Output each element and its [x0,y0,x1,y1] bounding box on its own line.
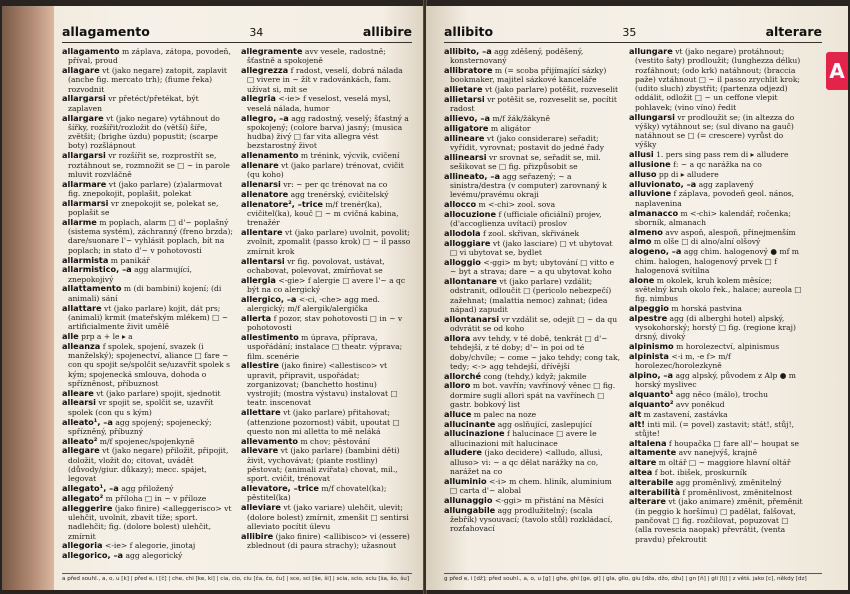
left-columns [62,46,412,561]
entry-headword: alterabilità [629,486,681,497]
entry-headword: alle [62,330,79,341]
entry-headword: allattamento [62,283,122,294]
entry-headword: alleato¹, –a [62,416,113,427]
right-pronunciation-footer: g před e, i [dž]; před souhl., a, o, u [g] | ghe, ghi [ge, gi] | gla, glio, giu [dža, džo, džu] | gn [ň] | gli [lj] | z větš. jako [c], někdy [dz] [444,573,822,582]
entry-definition: agg radostný, veselý; šťastný a spokojený; (colore barva) jasný; (musica hudba) živý □ far vita allegra vést bezstarostný život [247,113,409,151]
entry-headword: allibire [241,530,274,541]
entry-definition: <-ci, -che> agg med. alergický; m/f alergik/alergička [247,294,380,314]
entry-headword: allentarsi [241,255,285,266]
entry-headword: alterare [629,496,666,507]
entry-definition: vt (jako negare) přiložit, připojit, doložit, vložit do; citovat, uvádět (důvody/giur. důkazy); mecc. spájet, legovat [68,446,229,484]
entry-headword: allora [444,332,471,343]
entry-definition: vt (jako variare) ulehčit, ulevit; (dolore bolest) zmírnit, zmenšit □ sentirsi alleviato pocítit úlevu [247,503,409,531]
entry-definition: m okolek, kruh kolem měsíce; světelný kruh okolo řek., halace; aureola □ fig. nimbus [635,275,802,304]
entry-headword: alleanza [62,340,101,351]
dictionary-entry [629,420,806,439]
dictionary-entry [629,276,806,304]
dictionary-entry [62,504,233,541]
dictionary-entry [629,352,806,371]
entry-definition: f: ~ a qc narážka na co [673,160,762,170]
dictionary-entry [444,334,621,371]
left-guide-word-last: allibire [362,24,412,39]
entry-headword: alpeggio [629,303,669,314]
entry-definition: vt (jako negare) vytáhnout do šířky, rozšířit/rozložit do (větší) šíře, zvětšit; (brighe úzdu) popustit; (scarpe boty) rozšlápnout [68,113,220,151]
entry-headword: allunaggio [444,494,493,505]
entry-definition: f houpačka □ fare all'~ houpat se [668,438,799,448]
entry-headword: allarmista [62,254,109,265]
entry-headword: allergico, –a [241,293,297,304]
entry-headword: allarmarsi [62,197,109,208]
entry-definition: m panikář [110,255,150,265]
dictionary-entry [444,210,621,229]
entry-definition: f halucinace □ avere le allucinazioni mít halucinace [450,429,597,448]
entry-headword: allargarsi [62,150,106,161]
entry-headword: alquanto² [629,398,674,409]
entry-headword: alludere [444,447,482,458]
dictionary-entry [444,372,621,381]
dictionary-entry [62,180,233,199]
entry-definition: <-i m, -e f> m/f horolezec/horolezkyně [635,352,731,371]
entry-definition: m poplach, alarm □ d'~ poplašný (sistema systém), záchranný (freno brzda); dare/suonare l'~ vyhlásit poplach, bít na poplach; in stato d'~ v pohotovosti [68,217,233,255]
dictionary-entry [444,315,621,334]
entry-headword: allucinante [444,418,496,429]
entry-headword: almanacco [629,207,679,218]
entry-definition: m olše □ di alno/alní olšový [653,237,761,247]
entry-definition: vr fig. povolovat, ustávat, ochabovat, polevovat, zmírňovat se [247,256,385,275]
dictionary-entry [629,410,806,419]
entry-headword: allenatore [241,188,289,199]
entry-headword: altea [629,467,653,478]
entry-headword: allegato¹, –a [62,483,119,494]
dictionary-entry [629,209,806,228]
dictionary-entry [241,503,412,531]
dictionary-entry [241,532,412,551]
entry-headword: allodola [444,228,481,239]
entry-definition: (jako decidere) <alludo, allusi, alluso> vi: ~ a qc dělat narážky na co, narážet na co [450,448,603,477]
entry-definition: agg chim. halogenový ● mf m chim. halogen, halogenový prvek □ f halogenová svítilna [635,247,799,275]
entry-headword: allergia [241,274,276,285]
left-page-header [62,12,412,43]
dictionary-entry [62,418,233,437]
entry-definition: m/f trenér(ka), cvičitel(ka), kouč □ ~ m cvičná kabina, trenažér [247,199,399,228]
entry-definition: vt (jako animare) změnit, přeměnit (in peggio k horšímu) □ padělat, falšovat, pančovat □ fig. rozčilovat, popuzovat □ (alla rovescia naopak) převrátit, (venta pravdu) překroutit [635,497,803,544]
dictionary-entry [629,189,806,208]
entry-definition: avv nanejvýš, krajně [678,448,758,458]
entry-headword: altamente [629,447,677,458]
entry-definition: f zool. skřivan, skřivánek [483,229,580,239]
entry-headword: allarme [62,216,97,227]
entry-headword: allibito, –a [444,46,492,56]
dictionary-entry [444,95,621,114]
dictionary-entry [241,295,412,314]
entry-headword: allocco [444,199,477,210]
entry-definition: agg prodlužitelný; (scala žebřík) vysouvací; (tavolo stůl) rozkládací, rozťahovací [450,505,613,534]
dictionary-entry [629,497,806,543]
entry-headword: allegria [241,93,276,104]
entry-definition: f záplava, povodeň geol. nános, naplavenina [635,189,795,208]
entry-definition: vr vzdálit se, odejít □ ~ da qu odvrátit se od koho [450,314,618,334]
entry-headword: alpinista [629,351,669,361]
entry-definition: m úprava, příprava, uspořádání; instalace □ theatr. výprava; film. scenérie [247,332,403,361]
entry-definition: <-i> m chem. hliník, aluminium □ carta d'~ alobal [450,476,612,496]
entry-headword: alquanto¹ [629,389,674,400]
entry-headword: allestimento [241,331,299,342]
dictionary-entry [62,551,233,560]
dictionary-entry [62,265,233,284]
entry-headword: alleggerire [62,502,113,513]
entry-headword: allevatore, –trice [241,483,319,494]
dictionary-entry [241,361,412,407]
dictionary-entry [62,94,233,113]
left-column-1 [62,46,233,561]
entry-definition: (jako finire) <alleggerisco> vt ulehčit, uvolnit, zbavit tíže; sport. nadlehčit; fig. (dolore bolest) ulehčit, zmírnit [68,503,232,541]
left-page [2,6,424,590]
dictionary-entry [62,218,233,255]
entry-headword: alleare [62,387,94,398]
entry-headword: almo [629,236,652,247]
entry-definition: f pozor, stav pohotovosti □ in ~ v pohotovosti [247,313,403,333]
entry-headword: allietare [444,84,483,95]
entry-definition: vr přetéct/přetékat, být zaplaven [68,94,199,113]
entry-headword: allegato² [62,492,104,503]
dictionary-entry [241,408,412,436]
entry-definition: m <-chi> kalendář, ročenka; sborník, almanach [635,208,791,227]
entry-headword: allenare [241,160,279,171]
entry-headword: allarmistico, –a [62,264,132,275]
dictionary-entry [241,333,412,361]
entry-definition: vt (jako negare) zatopit, zaplavit (anche fig. mercato trh); (fiume řeka) rozvodnit [68,66,227,94]
entry-headword: alloro [444,380,471,391]
entry-headword: allegoria [62,540,103,551]
entry-definition: vt (jako parlare) (z)alarmovat fig. znepokojit, poplašit, polekat [68,179,223,198]
entry-definition: inti mil. (= povel) zastavit; stát!, stůj!, stůjte! [635,419,795,438]
dictionary-entry [62,199,233,218]
entry-definition: m (= scoba přijímající sázky) bookmaker, majitel sázkové kanceláře [450,66,607,85]
entry-headword: allinearsi [444,151,487,162]
dictionary-entry [444,429,621,448]
dictionary-entry [241,47,412,66]
entry-headword: allibratore [444,65,493,76]
entry-definition: avv aspoň, alespoň, přinejmenším [665,227,796,237]
entry-headword: allerta [241,312,272,323]
letter-index-tab: A [826,52,848,90]
dictionary-entry [629,400,806,409]
entry-definition: vr spojit se, spolčit se, uzavřít spolek (con qu s kým) [68,398,214,417]
entry-headword: alone [629,274,655,285]
entry-definition: cong (tehdy,) když; jakmile [483,371,587,381]
entry-definition: agg alpský, původem z Alp ● m horský myslivec [635,371,796,390]
entry-definition: agg zděšený, poděšený, konsternovaný [450,47,584,66]
entry-headword: allegrezza [241,65,289,76]
dictionary-entry [241,257,412,276]
entry-definition: avv poněkud [675,399,725,409]
entry-definition: vt (jako parlare) vzdálit; odstranit, odloučit □ (pericolo nebezpečí) zažehnat; (malattia nemoc) zahnat; (idea nápad) zapudit [450,277,612,315]
entry-definition: <-ggi> m byt; ubytování □ vitto e ~ byt a strava; dare ~ a qu ubytovat koho [450,258,615,277]
entry-headword: alpinismo [629,341,674,352]
entry-headword: allungabile [444,504,496,515]
dictionary-entry [629,47,806,112]
entry-definition: m příloha □ in ~ v příloze [105,493,207,503]
entry-headword: allungare [629,46,673,56]
entry-headword: allineare [444,132,485,143]
entry-definition: <-ie> f veselost, veselá mysl, veselá nálada, humor [247,94,391,113]
entry-headword: almeno [629,226,663,237]
entry-headword: alterabile [629,476,674,487]
entry-definition: avv tehdy, v té době, tenkrát □ d'~ tehdejší, z té doby; d'~ in poi od té doby/chvíle; ~ come ~ jako tehdy; cong tak, tedy; <-> agg tehdejší, dřívější [450,333,620,371]
entry-headword: allagamento [62,46,120,56]
entry-definition: agg proměnlivý, změnitelný [675,477,782,487]
dictionary-entry [241,94,412,113]
entry-headword: allusi [629,149,654,160]
entry-definition: m zastavení, zastávka [643,409,728,419]
entry-definition: vt (jako lasciare) □ vt ubytovat □ vi ubytovat se, bydlet [450,238,613,258]
dictionary-entry [444,258,621,277]
entry-definition: vt (jako parlare) trénovat, cvičit (qu koho) [247,161,404,180]
entry-definition: vt (jako parlare) potěšit, rozveselit [484,85,619,95]
entry-headword: allontanarsi [444,313,500,324]
dictionary-entry [444,506,621,534]
entry-definition: agg zaplavený [698,179,754,189]
dictionary-entry [62,47,233,66]
right-guide-word-first: allibito [444,24,494,39]
dictionary-entry [241,446,412,483]
dictionary-entry [62,114,233,151]
entry-headword: allarmare [62,178,107,189]
entry-headword: allievo, –a [444,113,491,124]
dictionary-entry [444,66,621,85]
entry-definition: vt (jako parlare) uvolnit, povolit; zvolnit, zpomalit (passo krok) □ ~ il passo zmírnit krok [247,228,411,256]
dictionary-entry [241,200,412,228]
entry-definition: 1. pers sing pass rem di ▸ alludere [656,150,789,160]
entry-headword: allenamento [241,150,299,161]
entry-definition: <-ie> f alegorie, jinotaj [104,541,196,551]
dictionary-entry [241,114,412,151]
entry-definition: agg přiložený [121,484,174,494]
entry-definition: (jako finire) <allibisco> vi (essere) zblednout (di paura strachy); užasnout [247,531,410,550]
entry-definition: vt (jako negare) protáhnout; (vestito šaty) prodloužit; (lunghezza délku) rozťáhnout; (odo krk) natáhnout; (braccia paže) vztáhnout □ ~ il passo zrychlit krok; (udito sluch) zbystřit; (partenza odjezd) oddálit, odložit □ ~ un ceffone vlepit pohlavek; (vino víno) ředit [635,47,801,112]
entry-headword: alleviare [241,502,281,513]
dictionary-entry [241,161,412,180]
entry-definition: m palec na noze [473,409,537,419]
entry-headword: altare [629,457,657,468]
dictionary-entry [444,153,621,172]
entry-definition: agg seřazený; ~ a sinistra/destra (v computer) zarovnaný k levému/pravému okraji [450,171,607,200]
entry-definition: vr znepokojit se, polekat se, poplašit se [68,198,219,218]
right-column-1 [444,47,621,552]
entry-definition: (jako finire) <allestisco> vt upravit, připravit, uspořádat; zorganizovat; (banchetto hostinu) vystrojit; (mostra výstavu) instalovat □ teatr. inscenovat [247,361,398,408]
entry-headword: altalena [629,437,667,448]
dictionary-entry [629,458,806,467]
dictionary-entry [444,134,621,153]
entry-headword: allattare [62,302,102,313]
entry-definition: agg oslňující, zaslepující [497,419,592,429]
entry-definition: m/f chovatel(ka); pěstitel(ka) [247,484,387,503]
entry-headword: alleato² [62,435,98,446]
entry-definition: vr srovnat se, seřadit se, mil. sešikovat se □ fig. přizpůsobit se [450,152,601,172]
entry-definition: vr potěšit se, rozveselit se, pocítit radost [450,94,617,114]
entry-definition: avv vesele, radostně; šťastně a spokojeně [247,47,386,66]
entry-headword: allestire [241,360,279,371]
entry-definition: agg alegorický [125,551,183,561]
entry-headword: allargare [62,112,104,123]
entry-definition: <-ggi> m přistání na Měsíci [494,495,604,505]
right-column-2 [629,47,822,552]
dictionary-entry [62,398,233,417]
entry-definition: vr prodloužit se; (in altezza do výšky) vytáhnout se; (sul divano na gauč) natáhnout se □ (= crescere) vyrůst do výšky [635,112,795,150]
entry-headword: alluvione [629,188,672,199]
entry-headword: alligatore [444,122,489,133]
dictionary-entry [241,484,412,503]
left-column-2 [241,47,412,552]
entry-headword: allagare [62,65,100,76]
entry-headword: alluce [444,408,472,419]
entry-definition: m aligátor [490,123,531,133]
right-page-header [444,12,822,43]
entry-headword: alt! [629,418,645,429]
dictionary-entry [444,47,621,66]
entry-definition: vt (jako considerare) seřadit; vyřídit, vyrovnat; postavit do jedné řady [450,133,605,152]
dictionary-entry [444,477,621,496]
dictionary-entry [629,228,806,237]
left-page-number: 34 [249,26,264,39]
dictionary-entry [629,113,806,150]
entry-definition: f bot. ibišek, proskurník [654,468,747,478]
right-columns [444,47,822,552]
entry-definition: m (di bambini) kojení; (di animali) sání [68,284,222,303]
entry-headword: allegare [62,445,100,456]
dictionary-entry [241,276,412,295]
entry-definition: vr: ~ per qc trénovat na co [283,180,388,190]
entry-headword: allegro, –a [241,112,289,123]
entry-headword: allentare [241,227,283,238]
dictionary-entry [444,381,621,409]
dictionary-entry [241,66,412,94]
dictionary-entry [444,239,621,258]
dictionary-entry [241,314,412,333]
entry-definition: prp a + le ▸ a [81,331,133,341]
dictionary-entry [241,228,412,256]
entry-definition: m trénink, výcvik, cvičení [300,151,400,161]
entry-headword: allocuzione [444,209,497,220]
dictionary-entry [629,314,806,342]
entry-definition: agg alarmující, znepokojivý [68,265,192,284]
dictionary-entry [62,446,233,483]
dictionary-entry [62,66,233,94]
entry-headword: alluso [629,168,657,179]
dictionary-entry [629,371,806,390]
thumb-holding-page [2,6,54,590]
entry-headword: allearsi [62,397,96,408]
entry-definition: m oltář □ ~ maggiore hlavní oltář [658,458,791,468]
entry-headword: allargarsi [62,93,106,104]
entry-headword: allineato, –a [444,170,500,181]
entry-definition: m záplava, zátopa, povodeň, příval, proud [68,47,231,66]
entry-definition: m/f spojenec/spojenkyně [99,436,195,446]
entry-headword: alloggiare [444,237,491,248]
entry-headword: allucinazione [444,428,505,439]
entry-definition: f radost, veselí, dobrá nálada □ vivere in ~ žít v radovánkách, fam. užívat si, mít se [247,66,403,94]
dictionary-entry [62,151,233,179]
dictionary-entry [62,342,233,388]
entry-definition: vt (jako parlare) přitahovat; (attenzione pozornost) vábit, upoutat □ questo non mi alletta to mě neláká [247,408,400,436]
entry-headword: allettare [241,407,281,418]
entry-headword: allenatore², –trice [241,198,323,209]
entry-definition: vt (jako parlare) spojit, sjednotit [96,388,221,398]
entry-headword: alpestre [629,312,668,323]
entry-headword: allegorico, –a [62,550,124,561]
entry-definition: agg trenérský, cvičitelský [290,189,389,199]
entry-headword: allenarsi [241,179,281,190]
entry-definition: vt (jako parlare) kojit, dát prs; (animali) krmit (mateřským mlékem) □ ~ artificialmente živit umělě [68,303,229,332]
entry-definition: vr rozšířit se, rozprostřít se, roztáhnout se, rozmnožit se □ ~ in parole mluvit rozvláčně [68,151,230,179]
entry-headword: allontanare [444,276,497,287]
entry-definition: f proměnlivost, změnitelnost [682,487,793,497]
entry-definition: agg spojený; spojenecký; spřízněný, příbuzný [68,417,212,436]
entry-definition: m horská pastvina [671,304,742,314]
dictionary-entry [62,304,233,332]
dictionary-entry [444,448,621,476]
entry-definition: f spolek, spojení, svazek (i manželský); spojenectví, aliance □ fare ~ con qu spojit se/spolčit se/uzavřít spolek s kým; spojenecká smlouva, dohoda o spřízněnost, příbuznost [68,341,231,388]
right-guide-word-last: alterare [765,24,822,39]
dictionary-entry [62,284,233,303]
entry-definition: m chov; pěstování [300,436,371,446]
entry-headword: allusione [629,159,671,170]
entry-definition: m horolezectví, alpinismus [676,342,780,352]
right-page [426,6,848,590]
entry-definition: m <-chi> zool. sova [478,200,556,210]
entry-headword: allietarsi [444,93,485,104]
entry-headword: allungarsi [629,111,675,122]
entry-definition: vt (jako parlare) (bambini děti) živit, vychovávat; (piante rostliny) pěstovat; (animali zvířata) chovat, mil., sport. cvičit, trénovat [247,446,400,484]
entry-headword: alluvionato, –a [629,178,697,189]
dictionary-entry [444,277,621,314]
entry-definition: f (ufficiale oficiální) projev, (d'accoglienza uvítací) proslov [450,210,602,229]
entry-headword: allevamento [241,435,299,446]
entry-headword: alt [629,408,642,419]
entry-headword: alpino, –a [629,370,674,381]
left-guide-word-first: allagamento [62,24,150,39]
entry-headword: allegramente [241,46,303,56]
entry-headword: alloggio [444,257,481,268]
entry-definition: pp di ▸ alludere [658,169,719,179]
entry-definition: m bot. vavřín; vavřínový věnec □ fig. dormire sugli allori spát na vavřínech □ gastr. bobkový list [450,381,616,409]
left-pronunciation-footer: a před souhl., a, o, u [k] | před e, i [č] | che, chi [ke, ki] | cia, cio, ciu [ča, čo, ču] | sce, sci [še, ši] | scia, scio, sciu [ša, šo, šu] [62,573,412,582]
entry-definition: m/f žák/žákyně [492,114,550,124]
dictionary-entry [444,172,621,200]
entry-definition: agg (di alberghi hotel) alpský, vysokohorský; horstý □ fig. (regione kraj) drsný, divoký [635,313,796,342]
dictionary-entry [629,247,806,275]
right-page-number: 35 [622,26,637,39]
entry-definition: agg něco (málo), trochu [675,390,768,400]
entry-headword: allevare [241,445,279,456]
entry-headword: alogeno, –a [629,246,682,257]
entry-headword: alluminio [444,475,487,486]
entry-headword: allorché [444,370,482,381]
entry-definition: <-gie> f alergie □ avere l'~ a qc být na co alergický [247,275,406,294]
